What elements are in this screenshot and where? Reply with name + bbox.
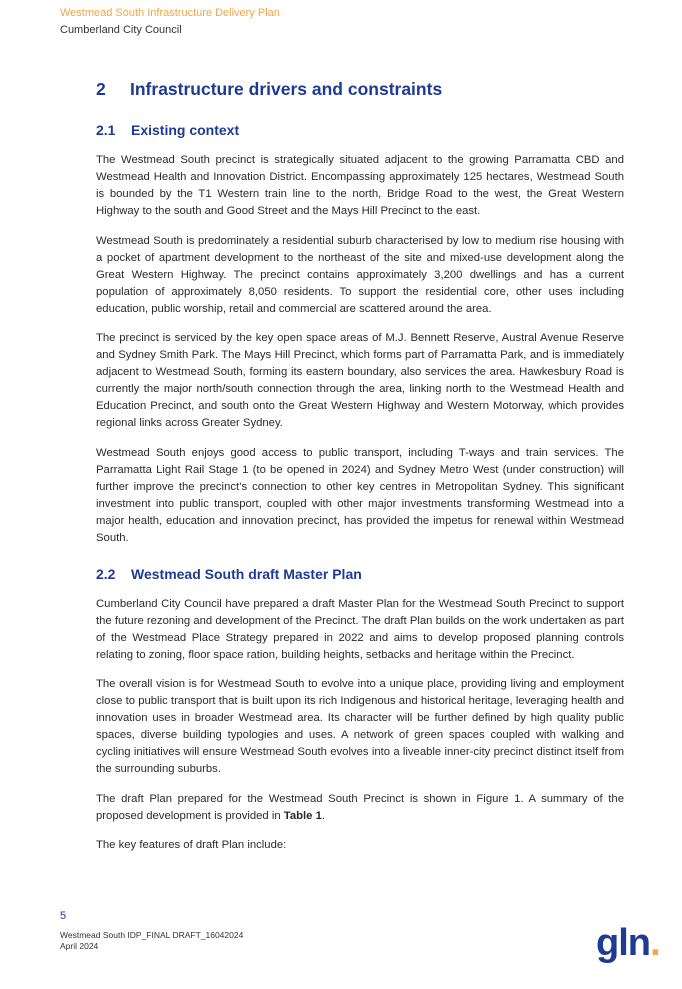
gln-logo — [596, 921, 660, 965]
page-content — [96, 76, 624, 867]
body-paragraph: Westmead South is predominately a residential suburb characterised by low to medium rise housing with a pocket of apartment development to the northeast of the site and mixed-use development along the Great Western Highway. The precinct contains approximately 3,200 dwellings and has a current population of approximately 8,050 residents. To support the residential core, other uses including education, public worship, retail and commercial are scattered around the area. — [96, 234, 624, 315]
section-title: Infrastructure drivers and constraints — [130, 79, 443, 99]
subsection-title: Westmead South draft Master Plan — [131, 565, 362, 582]
summary-text: The draft Plan prepared for the Westmead South Precinct is shown in Figure 1. A summary of the proposed development is provided in — [96, 792, 624, 822]
table-reference: Table 1 — [283, 809, 322, 822]
subsection-heading-existing-context — [96, 120, 624, 140]
body-paragraph: Westmead South enjoys good access to public transport, including T-ways and train services. The Parramatta Light Rail Stage 1 (to be opened in 2024) and Sydney Metro West (under construction) will further improve the precinct’s connection to other key centres in Metropolitan Sydney. This significant investment into public transport, coupled with other major investments transforming Westmead into a major health, education and innovation precinct, has provided the impetus for renewal within Westmead South. — [96, 446, 624, 544]
logo-dot: . — [649, 922, 660, 964]
page-footer — [60, 909, 243, 952]
key-features-intro: The key features of draft Plan include: — [96, 839, 287, 851]
page-number: 5 — [60, 910, 67, 922]
body-paragraph: The precinct is serviced by the key open space areas of M.J. Bennett Reserve, Austral Avenue Reserve and Sydney Smith Park. The Mays Hill Precinct, which forms part of Parramatta Park, and is immediately adjacent to Westmead South, forming its eastern boundary, also services the area. Hawkesbury Road is currently the major north/south connection through the area, linking north to the Westmead Health and Education Precinct, and south onto the Great Western Highway and Western Motorway, which provides regional links across Greater Sydney. — [96, 332, 624, 429]
logo-text: gln — [596, 922, 650, 964]
subsection-heading-draft-master-plan — [96, 564, 624, 584]
page-header — [60, 6, 280, 38]
header-document-title: Westmead South Infrastructure Delivery Plan — [60, 7, 280, 19]
subsection-number: 2.2 — [96, 565, 116, 582]
summary-end: . — [321, 809, 326, 822]
body-paragraph: Cumberland City Council have prepared a draft Master Plan for the Westmead South Precinct to support the future rezoning and development of the Precinct. The draft Plan builds on the work undertaken as part of the Westmead Place Strategy prepared in 2022 and aims to develop proposed planning controls relating to zoning, floor space ration, building heights, setbacks and heritage within the Precinct. — [96, 597, 624, 661]
subsection-title: Existing context — [131, 122, 240, 138]
header-council-name: Cumberland City Council — [60, 24, 182, 36]
section-heading — [96, 76, 624, 102]
subsection-number: 2.1 — [96, 122, 116, 138]
summary-paragraph — [96, 791, 624, 825]
footer-date: April 2024 — [60, 941, 99, 951]
body-paragraph: The overall vision is for Westmead South to evolve into a unique place, providing living and employment close to public transport that is built upon its rich Indigenous and historical heritage, leveraging health and innovation uses in broader Westmead area. Its character will be further defined by high quality public spaces, diverse building typologies and uses. A network of green spaces coupled with walking and cycling initiatives will ensure Westmead South evolves into a liveable inner-city precinct distinct itself from the surrounding suburbs. — [96, 678, 624, 775]
body-paragraph: The Westmead South precinct is strategically situated adjacent to the growing Parramatta CBD and Westmead Health and Innovation District. Encompassing approximately 125 hectares, Westmead South is bounded by the T1 Western train line to the north, Bridge Road to the west, the Great Western Highway to the south and Good Street and the Mays Hill Precinct to the east. — [96, 154, 624, 217]
section-number: 2 — [96, 79, 106, 99]
footer-document-reference: Westmead South IDP_FINAL DRAFT_16042024 — [60, 930, 244, 940]
